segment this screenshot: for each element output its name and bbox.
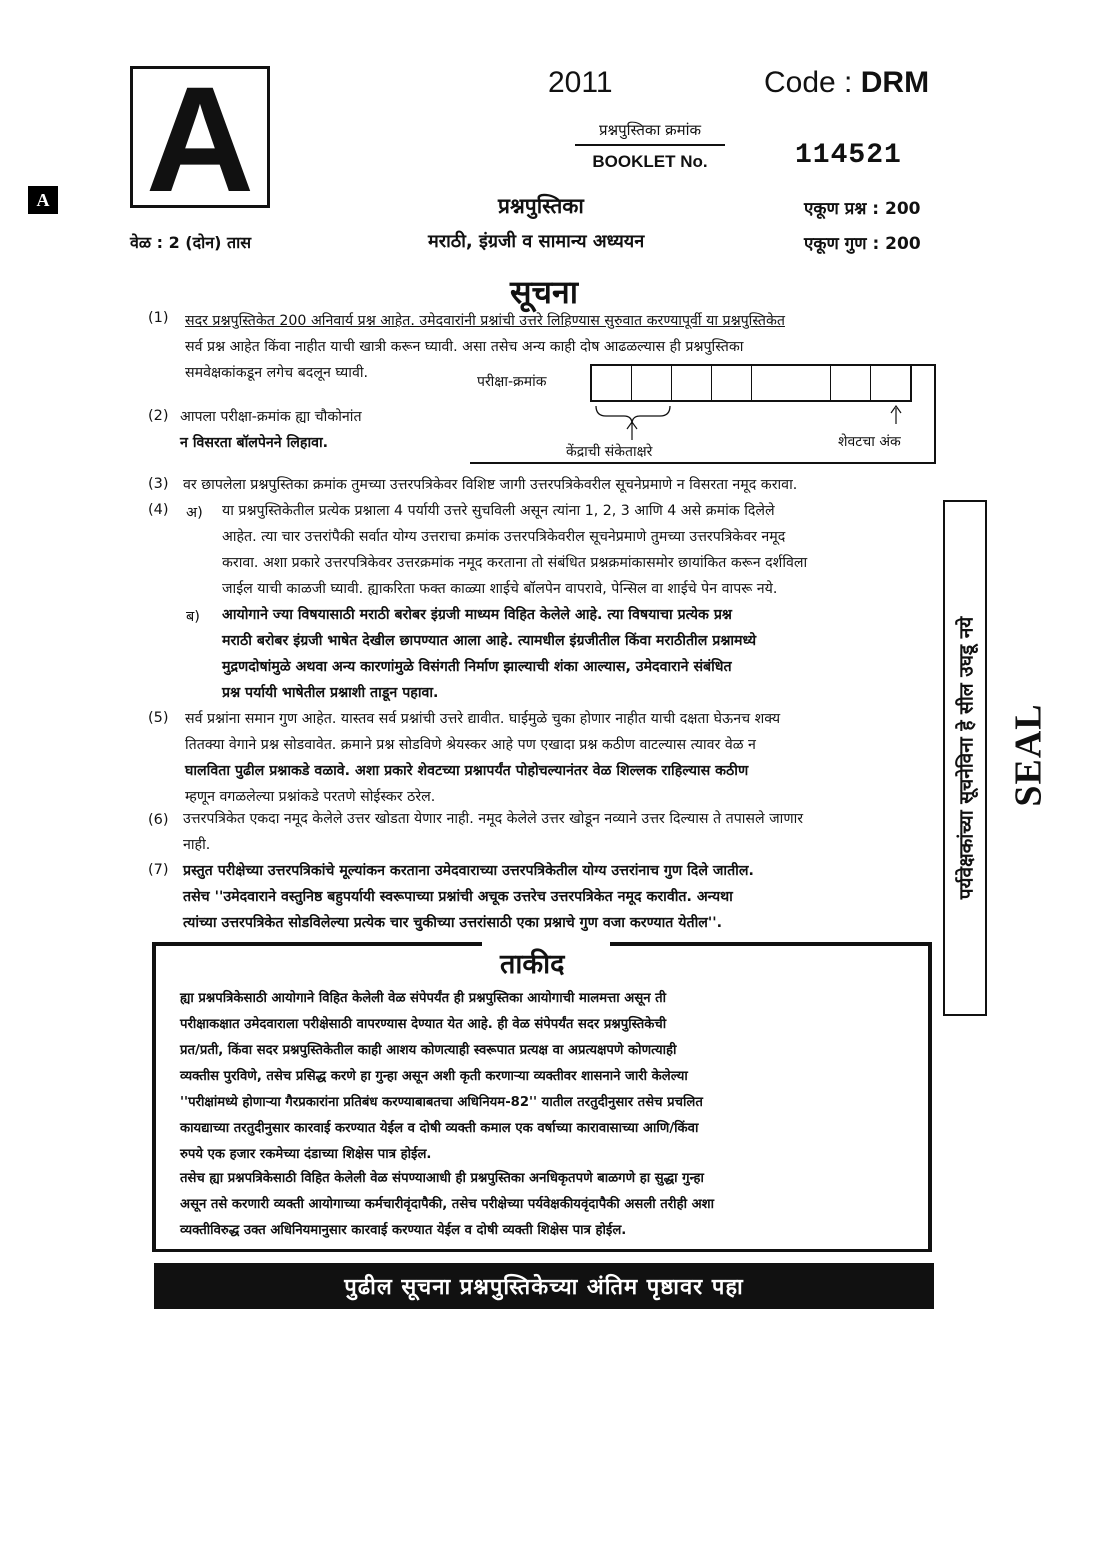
side-set-tag: A (28, 186, 58, 214)
seal-text: SEAL (1008, 703, 1050, 807)
instruction-7 (183, 858, 943, 936)
item-number: (3) (148, 476, 169, 492)
instruction-line: या प्रश्नपुस्तिकेतील प्रत्येक प्रश्नाला 4 पर्यायी उत्तरे सुचविली असून त्यांना 1, 2, 3 आणि 4 असे क्रमांक दिलेले (222, 503, 775, 519)
warning-line: परीक्षाकक्षात उमेदवाराला परीक्षेसाठी वापरण्यास देण्यात येत आहे. ही वेळ संपेपर्यंत सदर प्रश्नपुस्तिकेची (180, 1017, 667, 1032)
warning-line: असून तसे करणारी व्यक्ती आयोगाच्या कर्मचारीवृंदापैकी, तसेच परीक्षेच्या पर्यवेक्षकीयवृंदापैकी असली तरीही अशा (180, 1197, 715, 1212)
instruction-line: प्रश्न पर्यायी भाषेतील प्रश्नाशी ताडून पहावा. (222, 685, 439, 701)
exam-number-boxes[interactable] (590, 364, 912, 402)
code-label: Code : (764, 66, 861, 99)
item-number: (7) (148, 862, 169, 878)
booklet-label-english: BOOKLET No. (592, 152, 708, 171)
total-marks: एकूण गुण : 200 (804, 234, 921, 254)
exam-number-cell[interactable] (831, 366, 871, 400)
instruction-line: नाही. (183, 837, 211, 853)
item-number: (5) (148, 710, 169, 726)
warning-line: तसेच ह्या प्रश्नपत्रिकेसाठी विहित केलेली वेळ संपण्याआधी ही प्रश्नपुस्तिका अनधिकृतपणे बाळगणे हा सुद्धा गुन्हा (180, 1171, 704, 1186)
sub-item-a: अ) (186, 505, 203, 521)
paper-code (764, 66, 929, 100)
instruction-line: म्हणून वगळलेल्या प्रश्नांकडे परतणे सोईस्कर ठरेल. (185, 789, 436, 805)
item-number: (6) (148, 812, 169, 828)
instruction-line: सर्व प्रश्न आहेत किंवा नाहीत याची खात्री करून घ्यावी. असा तसेच अन्य काही दोष आढळल्यास ही प्रश्नपुस्तिका (185, 339, 744, 355)
instruction-line: घालविता पुढील प्रश्नाकडे वळावे. अशा प्रकारे शेवटच्या प्रश्नापर्यंत पोहोचल्यानंतर वेळ शिल्लक राहिल्यास कठीण (185, 763, 749, 779)
warning-border-top (152, 942, 482, 946)
footer-notice: पुढील सूचना प्रश्नपुस्तिकेच्या अंतिम पृष्ठावर पहा (154, 1263, 934, 1309)
exam-number-cell[interactable] (871, 366, 910, 400)
instruction-line: आयोगाने ज्या विषयासाठी मराठी बरोबर इंग्रजी माध्यम विहित केलेले आहे. त्या विषयाचा प्रत्येक प्रश्न (222, 607, 732, 623)
warning-line: प्रत/प्रती, किंवा सदर प्रश्नपुस्तिकेतील काही आशय कोणत्याही स्वरूपात प्रत्यक्ष वा अप्रत्यक्षपणे कोणत्याही (180, 1043, 677, 1058)
instruction-line: सदर प्रश्नपुस्तिकेत 200 अनिवार्य प्रश्न आहेत. उमेदवारांनी प्रश्नांची उत्तरे लिहिण्यास सुरुवात करण्यापूर्वी या प्रश्नपुस्तिकेत (185, 313, 785, 329)
exam-time: वेळ : 2 (दोन) तास (130, 233, 252, 252)
warning-line: कायद्याच्या तरतुदीनुसार कारवाई करण्यात येईल व दोषी व्यक्ती कमाल एक वर्षाच्या कारावासाच्या आणि/किंवा (180, 1121, 699, 1136)
instruction-line: प्रस्तुत परीक्षेच्या उत्तरपत्रिकांचे मूल्यांकन करताना उमेदवाराच्या उत्तरपत्रिकेतील योग्य उत्तरांनाच गुण दिले जातील. (183, 863, 754, 879)
instruction-line: आपला परीक्षा-क्रमांक ह्या चौकोनांत (180, 409, 362, 425)
instruction-line: उत्तरपत्रिकेत एकदा नमूद केलेले उत्तर खोडता येणार नाही. नमूद केलेले उत्तर खोडून नव्याने उत्तर दिल्यास ते तपासले जाणार (183, 811, 804, 827)
exam-number-cell[interactable] (592, 366, 632, 400)
booklet-set-letter: A (145, 55, 255, 223)
exam-number-cell[interactable] (752, 366, 831, 400)
booklet-title: प्रश्नपुस्तिका (498, 194, 584, 218)
instruction-line: करावा. अशा प्रकारे उत्तरपत्रिकेवर उत्तरक्रमांक नमूद करताना तो संबंधित प्रश्नक्रमांकासमोर छायांकित करून दर्शविला (222, 555, 808, 571)
warning-title: ताकीद (500, 949, 565, 980)
instruction-4a (222, 498, 944, 602)
sub-item-b: ब) (186, 609, 200, 625)
booklet-label (575, 120, 725, 172)
instruction-4b (222, 602, 944, 706)
subject-title: मराठी, इंग्रजी व सामान्य अध्ययन (428, 231, 645, 252)
exam-number-label: परीक्षा-क्रमांक (477, 374, 547, 390)
exam-number-cell[interactable] (632, 366, 672, 400)
seal-label (1005, 700, 1053, 810)
booklet-set-box (130, 55, 270, 223)
seal-instruction-strip (943, 500, 987, 1016)
instruction-line: तसेच ''उमेदवाराने वस्तुनिष्ठ बहुपर्यायी स्वरूपाच्या प्रश्नांची अचूक उत्तरेच उत्तरपत्रिकेत नमूद करावीत. अन्यथा (183, 889, 733, 905)
exam-number-cell[interactable] (672, 366, 712, 400)
warning-border-top (610, 942, 932, 946)
instruction-2 (180, 404, 470, 456)
booklet-number: 114521 (795, 140, 902, 171)
item-number: (4) (148, 502, 169, 518)
booklet-label-marathi: प्रश्नपुस्तिका क्रमांक (575, 120, 725, 146)
instruction-line: समवेक्षकांकडून लगेच बदलून घ्यावी. (185, 365, 369, 381)
instruction-line: तितक्या वेगाने प्रश्न सोडवावेत. क्रमाने प्रश्न सोडविणे श्रेयस्कर आहे पण एखादा प्रश्न कठीण वाटल्यास त्यावर वेळ न (185, 737, 756, 753)
warning-line: रुपये एक हजार रकमेच्या दंडाच्या शिक्षेस पात्र होईल. (180, 1147, 432, 1162)
instruction-3 (183, 472, 953, 498)
seal-instruction-text: पर्यवेक्षकांच्या सूचनेविना हे सील उघडू नये (955, 616, 978, 900)
warning-paragraph-2 (180, 1166, 920, 1244)
instruction-line: जाईल याची काळजी घ्यावी. ह्याकरिता फक्त काळ्या शाईचे बॉलपेन वापरावे, पेन्सिल वा शाईचे पेन वापरू नये. (222, 581, 778, 597)
exam-year: 2011 (548, 66, 613, 99)
warning-paragraph-1 (180, 986, 920, 1168)
last-digit-label: शेवटचा अंक (838, 434, 901, 450)
centre-code-label: केंद्राची संकेताक्षरे (566, 444, 653, 460)
item-number: (2) (148, 408, 169, 424)
warning-line: ह्या प्रश्नपत्रिकेसाठी आयोगाने विहित केलेली वेळ संपेपर्यंत ही प्रश्नपुस्तिका आयोगाची मालमत्ता असून ती (180, 991, 667, 1006)
warning-line: ''परीक्षांमध्ये होणाऱ्या गैरप्रकारांना प्रतिबंध करण्याबाबतचा अधिनियम-82'' यातील तरतुदीनुसार तसेच प्रचलित (180, 1095, 703, 1110)
instruction-line: आहेत. त्या चार उत्तरांपैकी सर्वात योग्य उत्तराचा क्रमांक उत्तरपत्रिकेवरील सूचनेप्रमाणे तुमच्या उत्तरपत्रिकेवर नमूद (222, 529, 786, 545)
warning-line: व्यक्तीस पुरविणे, तसेच प्रसिद्ध करणे हा गुन्हा असून अशी कृती करणाऱ्या व्यक्तीवर शासनाने जारी केलेल्या (180, 1069, 688, 1084)
total-questions: एकूण प्रश्न : 200 (804, 199, 921, 219)
exam-frame-line (910, 364, 936, 366)
instruction-5 (185, 706, 945, 810)
instruction-line: मुद्रणदोषांमुळे अथवा अन्य कारणांमुळे विसंगती निर्माण झाल्याची शंका आल्यास, उमेदवाराने संबंधित (222, 659, 732, 675)
warning-line: व्यक्तीविरुद्ध उक्त अधिनियमानुसार कारवाई करण्यात येईल व दोषी व्यक्ती शिक्षेस पात्र होईल. (180, 1223, 627, 1238)
instruction-6 (183, 806, 943, 858)
instructions-heading: सूचना (510, 273, 579, 311)
instruction-line: न विसरता बॉलपेनने लिहावा. (180, 435, 329, 451)
item-number: (1) (148, 310, 169, 326)
instruction-line: मराठी बरोबर इंग्रजी भाषेत देखील छापण्यात आला आहे. त्यामधील इंग्रजीतील किंवा मराठीतील प्रश्नामध्ये (222, 633, 757, 649)
instruction-line: सर्व प्रश्नांना समान गुण आहेत. यास्तव सर्व प्रश्नांची उत्तरे द्यावीत. घाईमुळे चुका होणार नाहीत याची दक्षता घेऊनच शक्य (185, 711, 781, 727)
instruction-line: त्यांच्या उत्तरपत्रिकेत सोडविलेल्या प्रत्येक चार चुकीच्या उत्तरांसाठी एका प्रश्नाचे गुण वजा करण्यात येतील''. (183, 915, 722, 931)
exam-number-cell[interactable] (712, 366, 752, 400)
code-value: DRM (860, 66, 930, 99)
instruction-line: वर छापलेला प्रश्नपुस्तिका क्रमांक तुमच्या उत्तरपत्रिकेवर विशिष्ट जागी उत्तरपत्रिकेवरील सूचनेप्रमाणे न विसरता नमूद करावा. (183, 477, 798, 493)
